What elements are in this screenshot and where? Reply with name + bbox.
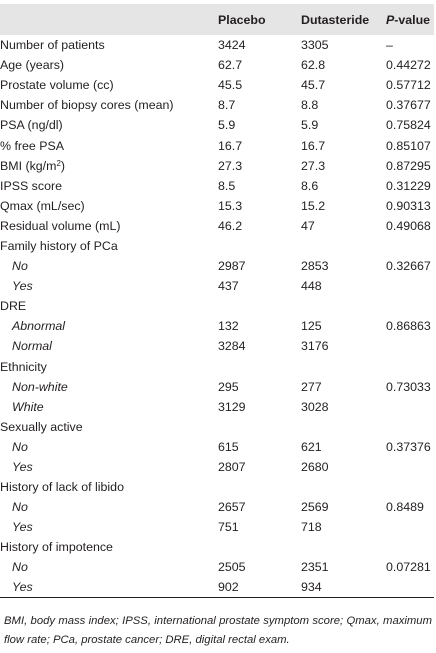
table-row	[0, 336, 434, 356]
row-label-text: Number of biopsy cores (mean)	[0, 98, 174, 113]
row-label	[0, 75, 218, 95]
table-row	[0, 236, 434, 256]
row-label	[0, 196, 218, 216]
table-row	[0, 176, 434, 196]
cell-placebo: 437	[218, 279, 239, 294]
cell-placebo	[218, 236, 301, 256]
table-row	[0, 537, 434, 557]
row-sublabel	[0, 336, 218, 356]
cell-dutasteride: 3028	[301, 399, 329, 414]
table-row	[0, 377, 434, 397]
row-label-text: Qmax (mL/sec)	[0, 198, 85, 213]
row-label-text: Number of patients	[0, 38, 105, 53]
cell-dutasteride	[301, 357, 386, 377]
cell-placebo	[218, 296, 301, 316]
cell-placebo: 615	[218, 439, 239, 454]
table-row	[0, 95, 434, 115]
row-label-text: Abnormal	[12, 319, 66, 334]
baseline-characteristics-table	[0, 4, 434, 598]
cell-placebo	[218, 537, 301, 557]
cell-pvalue: 0.87295	[386, 158, 431, 173]
cell-placebo	[218, 417, 301, 437]
row-label	[0, 35, 218, 55]
cell-pvalue: 0.86863	[386, 319, 431, 334]
cell-placebo: 751	[218, 520, 239, 535]
row-label-text: BMI (kg/m	[0, 158, 57, 173]
row-label	[0, 537, 218, 557]
row-label-text: Yes	[12, 520, 33, 535]
table-row	[0, 417, 434, 437]
cell-placebo	[218, 357, 301, 377]
row-label	[0, 296, 218, 316]
header-pvalue-italic: P	[386, 12, 395, 27]
header-dutasteride: Dutasteride	[301, 12, 370, 27]
table-row	[0, 35, 434, 55]
cell-dutasteride: 16.7	[301, 138, 326, 153]
table-row	[0, 316, 434, 336]
row-label	[0, 115, 218, 135]
row-sublabel	[0, 276, 218, 296]
row-sublabel	[0, 578, 218, 598]
cell-dutasteride: 718	[301, 520, 322, 535]
cell-pvalue: 0.44272	[386, 58, 431, 73]
table-row	[0, 497, 434, 517]
cell-pvalue	[386, 276, 434, 296]
cell-pvalue: 0.37677	[386, 98, 431, 113]
table-row	[0, 276, 434, 296]
row-label-text: Residual volume (mL)	[0, 218, 121, 233]
table-row	[0, 75, 434, 95]
row-label-text: Normal	[12, 339, 52, 354]
cell-dutasteride: 15.2	[301, 198, 326, 213]
cell-dutasteride: 277	[301, 379, 322, 394]
cell-dutasteride: 8.6	[301, 178, 319, 193]
row-sublabel	[0, 497, 218, 517]
cell-pvalue	[386, 397, 434, 417]
table-row	[0, 397, 434, 417]
cell-dutasteride	[301, 296, 386, 316]
cell-dutasteride: 2680	[301, 460, 329, 475]
cell-pvalue: 0.37376	[386, 439, 431, 454]
row-label-text: Ethnicity	[0, 359, 47, 374]
row-sublabel	[0, 517, 218, 537]
row-label-text: Prostate volume (cc)	[0, 78, 114, 93]
table-row	[0, 296, 434, 316]
row-label-suffix: )	[60, 158, 66, 173]
table-row	[0, 517, 434, 537]
cell-placebo: 15.3	[218, 198, 243, 213]
cell-dutasteride: 62.8	[301, 58, 326, 73]
row-label-text: Family history of PCa	[0, 238, 118, 253]
row-label	[0, 176, 218, 196]
cell-placebo: 2505	[218, 560, 246, 575]
row-label-text: Yes	[12, 279, 33, 294]
cell-dutasteride	[301, 537, 386, 557]
cell-placebo: 2807	[218, 460, 246, 475]
cell-dutasteride: 5.9	[301, 118, 319, 133]
table-row	[0, 156, 434, 176]
row-label-text: Sexually active	[0, 419, 83, 434]
cell-dutasteride: 934	[301, 580, 322, 595]
cell-pvalue	[386, 537, 434, 557]
row-label-superscript: 2	[56, 158, 61, 168]
cell-placebo: 132	[218, 319, 239, 334]
table-row	[0, 135, 434, 155]
cell-placebo: 45.5	[218, 78, 243, 93]
cell-pvalue: 0.90313	[386, 198, 431, 213]
cell-placebo: 5.9	[218, 118, 236, 133]
table-footnote: BMI, body mass index; IPSS, international prostate symptom score; Qmax, maximum flow rate; PCa, prostate cancer; DRE, digital rectal exam.	[4, 615, 432, 646]
row-label-text: Yes	[12, 580, 33, 595]
cell-placebo: 3284	[218, 339, 246, 354]
row-label	[0, 156, 218, 176]
cell-pvalue	[386, 296, 434, 316]
row-label-text: PSA (ng/dl)	[0, 118, 63, 133]
row-sublabel	[0, 256, 218, 276]
table-row	[0, 256, 434, 276]
table-row	[0, 437, 434, 457]
table-row	[0, 557, 434, 577]
cell-pvalue: 0.8489	[386, 500, 424, 515]
row-label-text: White	[12, 399, 44, 414]
row-sublabel	[0, 316, 218, 336]
cell-pvalue: 0.57712	[386, 78, 431, 93]
cell-dutasteride: 2853	[301, 259, 329, 274]
row-label-text: DRE	[0, 299, 27, 314]
row-sublabel	[0, 557, 218, 577]
cell-dutasteride: 3176	[301, 339, 329, 354]
cell-dutasteride: 2569	[301, 500, 329, 515]
cell-pvalue: 0.31229	[386, 178, 431, 193]
table-row	[0, 216, 434, 236]
cell-placebo: 62.7	[218, 58, 243, 73]
cell-placebo: 16.7	[218, 138, 243, 153]
cell-pvalue	[386, 517, 434, 537]
row-sublabel	[0, 437, 218, 457]
row-sublabel	[0, 377, 218, 397]
row-label-text: No	[12, 560, 28, 575]
cell-placebo: 3129	[218, 399, 246, 414]
row-label-text: Age (years)	[0, 58, 65, 73]
row-label-text: Yes	[12, 460, 33, 475]
table-row	[0, 578, 434, 598]
cell-dutasteride: 8.8	[301, 98, 319, 113]
cell-pvalue: –	[386, 38, 393, 53]
cell-placebo: 902	[218, 580, 239, 595]
table-row	[0, 55, 434, 75]
table-body	[0, 35, 434, 598]
cell-pvalue: 0.32667	[386, 259, 431, 274]
row-label-text: No	[12, 439, 28, 454]
row-sublabel	[0, 457, 218, 477]
cell-dutasteride: 621	[301, 439, 322, 454]
cell-pvalue: 0.75824	[386, 118, 431, 133]
row-label-text: No	[12, 259, 28, 274]
cell-dutasteride: 2351	[301, 560, 329, 575]
row-label	[0, 216, 218, 236]
cell-pvalue: 0.07281	[386, 560, 431, 575]
table-header-row	[0, 4, 434, 35]
header-pvalue-rest: -value	[394, 12, 431, 27]
cell-placebo: 46.2	[218, 218, 243, 233]
header-placebo: Placebo	[218, 12, 266, 27]
cell-placebo: 8.7	[218, 98, 236, 113]
cell-dutasteride: 45.7	[301, 78, 326, 93]
cell-pvalue	[386, 336, 434, 356]
cell-pvalue	[386, 477, 434, 497]
cell-pvalue	[386, 357, 434, 377]
cell-dutasteride: 27.3	[301, 158, 326, 173]
cell-dutasteride	[301, 417, 386, 437]
table-row	[0, 115, 434, 135]
cell-pvalue	[386, 236, 434, 256]
cell-placebo: 2987	[218, 259, 246, 274]
row-label-text: History of impotence	[0, 540, 113, 555]
row-label-text: IPSS score	[0, 178, 62, 193]
row-label-text: Non-white	[12, 379, 68, 394]
cell-dutasteride	[301, 477, 386, 497]
cell-pvalue	[386, 457, 434, 477]
cell-placebo: 3424	[218, 38, 246, 53]
cell-pvalue: 0.49068	[386, 218, 431, 233]
cell-placebo: 2657	[218, 500, 246, 515]
row-label	[0, 477, 218, 497]
cell-dutasteride: 47	[301, 218, 315, 233]
row-label	[0, 55, 218, 75]
cell-dutasteride: 125	[301, 319, 322, 334]
cell-pvalue: 0.85107	[386, 138, 431, 153]
cell-placebo: 8.5	[218, 178, 236, 193]
row-label-text: % free PSA	[0, 138, 65, 153]
row-label	[0, 95, 218, 115]
cell-dutasteride: 3305	[301, 38, 329, 53]
header-characteristic	[0, 4, 218, 35]
cell-placebo: 27.3	[218, 158, 243, 173]
table-row	[0, 457, 434, 477]
table-row	[0, 196, 434, 216]
row-label	[0, 417, 218, 437]
cell-placebo: 295	[218, 379, 239, 394]
cell-dutasteride	[301, 236, 386, 256]
row-label-text: No	[12, 500, 28, 515]
row-label	[0, 135, 218, 155]
cell-pvalue	[386, 578, 434, 598]
row-sublabel	[0, 397, 218, 417]
cell-dutasteride: 448	[301, 279, 322, 294]
table-row	[0, 357, 434, 377]
row-label-text: History of lack of libido	[0, 480, 124, 495]
table-row	[0, 477, 434, 497]
cell-placebo	[218, 477, 301, 497]
header-pvalue	[386, 4, 434, 35]
cell-pvalue	[386, 417, 434, 437]
cell-pvalue: 0.73033	[386, 379, 431, 394]
row-label	[0, 357, 218, 377]
row-label	[0, 236, 218, 256]
